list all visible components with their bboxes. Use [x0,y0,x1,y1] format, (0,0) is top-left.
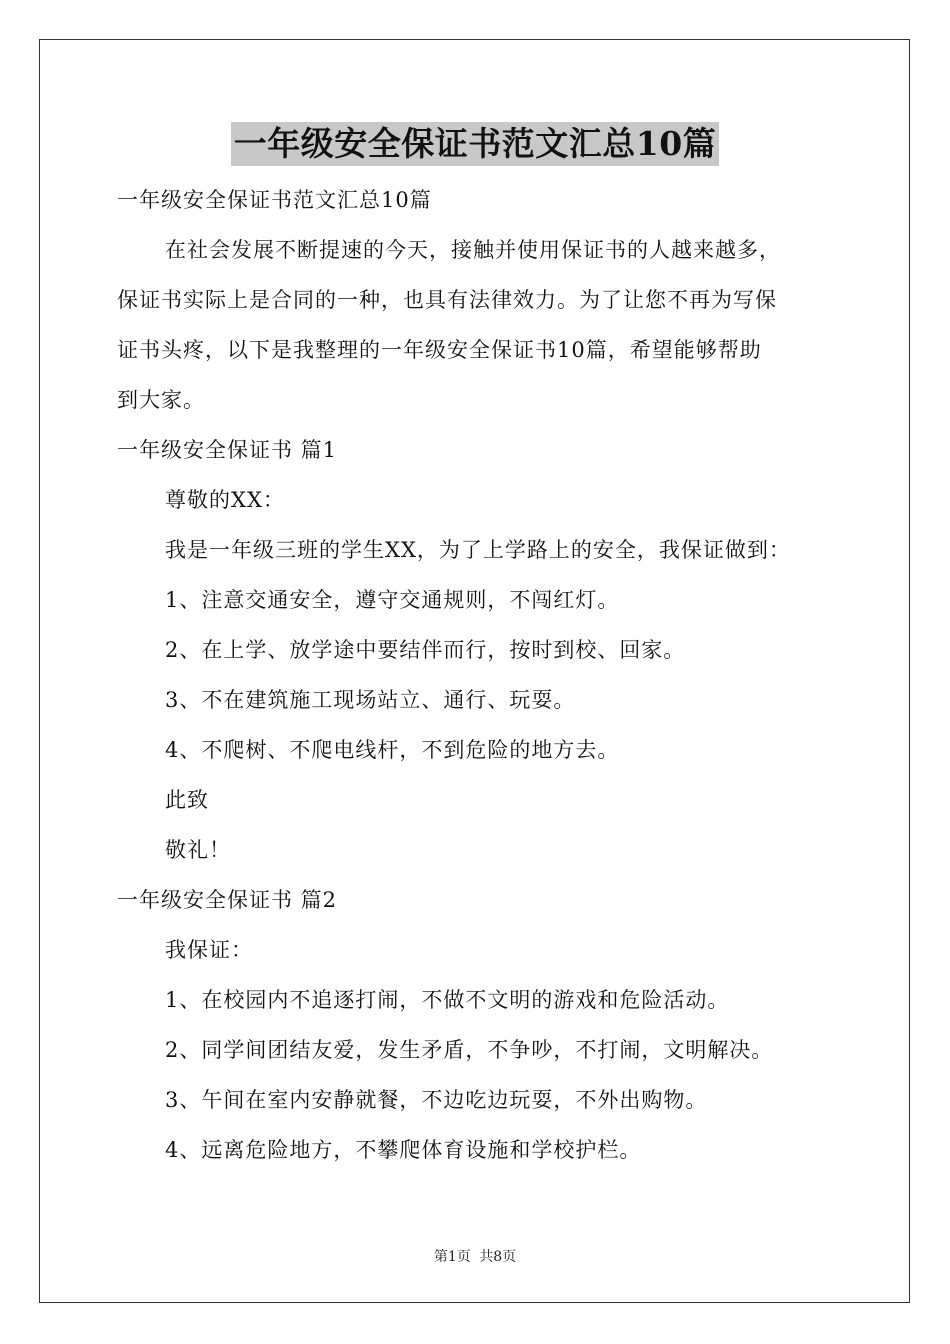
page-footer [0,1247,950,1267]
text-line: 在社会发展不断提速的今天，接触并使用保证书的人越来越多， [165,238,781,262]
text-line: 此致 [165,788,209,812]
text-line: 3、不在建筑施工现场站立、通行、玩耍。 [165,688,576,712]
page-total: 共8页 [479,1249,517,1265]
title-area [0,122,950,166]
text-line: 我是一年级三班的学生XX，为了上学路上的安全，我保证做到： [165,538,791,562]
page-number: 第1页 [433,1249,471,1265]
text-line: 到大家。 [117,388,205,412]
text-line: 尊敬的XX： [165,488,285,512]
document-title: 一年级安全保证书范文汇总10篇 [231,122,719,166]
text-line: 保证书实际上是合同的一种，也具有法律效力。为了让您不再为写保 [117,288,777,312]
document-body [117,175,837,1175]
text-line: 2、在上学、放学途中要结伴而行，按时到校、回家。 [165,638,686,662]
text-line: 一年级安全保证书范文汇总10篇 [117,188,432,212]
text-line: 一年级安全保证书 篇2 [117,888,338,912]
text-line: 4、不爬树、不爬电线杆，不到危险的地方去。 [165,738,620,762]
text-line: 敬礼！ [165,838,231,862]
text-line: 证书头疼，以下是我整理的一年级安全保证书10篇，希望能够帮助 [117,338,762,362]
text-line: 4、远离危险地方，不攀爬体育设施和学校护栏。 [165,1138,642,1162]
text-line: 3、午间在室内安静就餐，不边吃边玩耍，不外出购物。 [165,1088,708,1112]
text-line: 1、注意交通安全，遵守交通规则，不闯红灯。 [165,588,620,612]
text-line: 1、在校园内不追逐打闹，不做不文明的游戏和危险活动。 [165,988,730,1012]
text-line: 一年级安全保证书 篇1 [117,438,338,462]
text-line: 2、同学间团结友爱，发生矛盾，不争吵，不打闹，文明解决。 [165,1038,774,1062]
text-line: 我保证： [165,938,253,962]
